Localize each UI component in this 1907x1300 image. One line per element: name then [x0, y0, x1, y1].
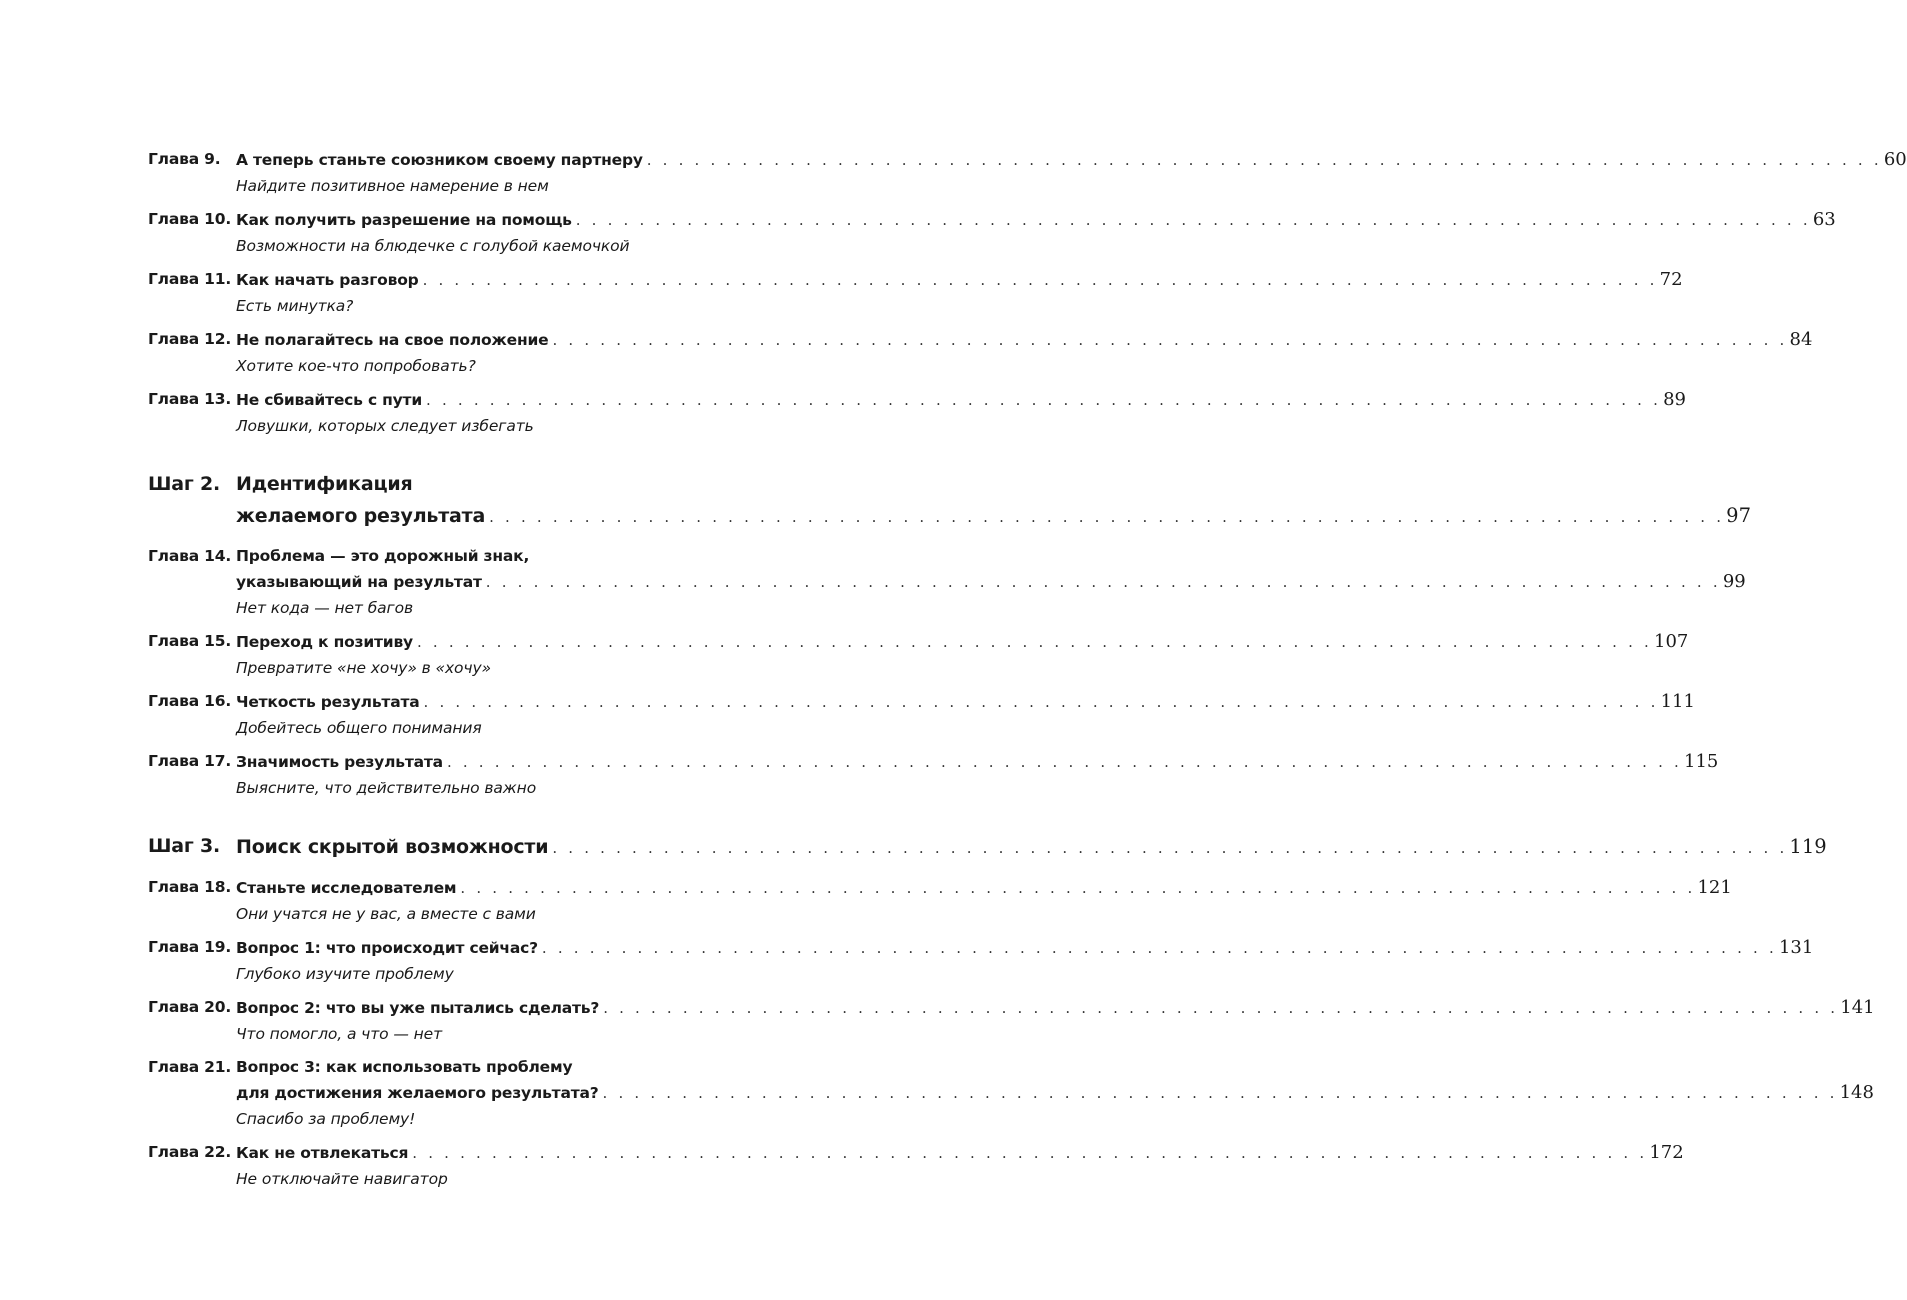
entry-title: А теперь станьте союзником своему партнеру — [236, 151, 643, 169]
entry-title: Станьте исследователем — [236, 879, 457, 897]
entry-title: Значимость результата — [236, 753, 443, 771]
toc-step-entry — [148, 469, 1751, 532]
page-number: 131 — [1778, 937, 1814, 958]
chapter-label: Глава 18. — [148, 878, 232, 896]
entry-subtitle: Ловушки, которых следует избегать — [236, 417, 534, 435]
chapter-label: Глава 11. — [148, 270, 232, 288]
entry-title: указывающий на результат — [236, 573, 482, 591]
page-number: 60 — [1883, 149, 1907, 170]
entry-subtitle: Они учатся не у вас, а вместе с вами — [236, 905, 536, 923]
entry-content — [236, 469, 1751, 532]
entry-title-line — [236, 1080, 1874, 1106]
chapter-label: Глава 9. — [148, 150, 221, 168]
entry-content — [236, 689, 1695, 741]
entry-title: Идентификация — [236, 473, 413, 495]
toc-chapter-entry — [148, 387, 1686, 439]
step-label: Шаг 2. — [148, 473, 221, 495]
page-number: 148 — [1839, 1082, 1874, 1103]
entry-title: Не полагайтесь на свое положение — [236, 331, 549, 349]
page-number: 119 — [1789, 835, 1827, 858]
entry-title-line — [236, 831, 1827, 863]
dot-leader: . . . . . . . . . . . . . . . . . . . . . . . . . . . . . . . . . . . . . . . . . . . . . . . . . . . . . . . . . . . . . . . . . . . . . . . . . . . . . . — [646, 151, 1882, 169]
page-number: 172 — [1649, 1142, 1684, 1163]
toc-chapter-entry — [148, 629, 1689, 681]
entry-content — [236, 207, 1836, 259]
entry-subtitle: Хотите кое-что попробовать? — [236, 357, 476, 375]
chapter-label: Глава 12. — [148, 330, 232, 348]
page-number: 63 — [1812, 209, 1836, 230]
entry-title-line — [236, 327, 1813, 353]
page-number: 84 — [1789, 329, 1813, 350]
entry-content — [236, 267, 1683, 319]
toc-chapter-entry — [148, 1140, 1684, 1192]
entry-content — [236, 749, 1719, 801]
dot-leader: . . . . . . . . . . . . . . . . . . . . . . . . . . . . . . . . . . . . . . . . . . . . . . . . . . . . . . . . . . . . . . . . . . . . . . . . . . . . . . — [460, 879, 1696, 897]
toc-chapter-entry — [148, 749, 1719, 801]
toc-chapter-entry — [148, 267, 1683, 319]
entry-subtitle: Глубоко изучите проблему — [236, 965, 454, 983]
entry-title-line — [236, 749, 1719, 775]
entry-content — [236, 1055, 1874, 1132]
entry-title: для достижения желаемого результата? — [236, 1084, 599, 1102]
toc-chapter-entry — [148, 875, 1732, 927]
entry-title: Переход к позитиву — [236, 633, 413, 651]
toc-chapter-entry — [148, 327, 1813, 379]
chapter-label: Глава 16. — [148, 692, 232, 710]
page-number: 89 — [1663, 389, 1686, 410]
entry-title-line — [236, 1055, 745, 1080]
entry-title: Как получить разрешение на помощь — [236, 211, 572, 229]
page-number: 97 — [1726, 504, 1751, 527]
dot-leader: . . . . . . . . . . . . . . . . . . . . . . . . . . . . . . . . . . . . . . . . . . . . . . . . . . . . . . . . . . . . . . . . . . . . . . . . . . . . . . — [423, 693, 1659, 711]
toc-chapter-entry — [148, 147, 1907, 199]
entry-title-line — [236, 267, 1683, 293]
chapter-label: Глава 22. — [148, 1143, 232, 1161]
entry-title-line — [236, 569, 1746, 595]
chapter-label: Глава 10. — [148, 210, 232, 228]
entry-title: Поиск скрытой возможности — [236, 836, 549, 858]
toc-step-entry — [148, 831, 1827, 863]
entry-title-line — [236, 500, 1751, 532]
page-number: 99 — [1722, 571, 1746, 592]
entry-content — [236, 1140, 1684, 1192]
step-label: Шаг 3. — [148, 835, 221, 857]
entry-title-line — [236, 147, 1907, 173]
dot-leader: . . . . . . . . . . . . . . . . . . . . . . . . . . . . . . . . . . . . . . . . . . . . . . . . . . . . . . . . . . . . . . . . . . . . . . . . . . . . . . — [603, 999, 1839, 1017]
chapter-label: Глава 19. — [148, 938, 232, 956]
entry-title-line — [236, 1140, 1684, 1166]
toc-chapter-entry — [148, 935, 1814, 987]
page-number: 121 — [1697, 877, 1732, 898]
chapter-label: Глава 21. — [148, 1058, 232, 1076]
entry-subtitle: Есть минутка? — [236, 297, 354, 315]
entry-content — [236, 327, 1813, 379]
entry-content — [236, 831, 1827, 863]
dot-leader: . . . . . . . . . . . . . . . . . . . . . . . . . . . . . . . . . . . . . . . . . . . . . . . . . . . . . . . . . . . . . . . . . . . . . . . . . . . . . . — [426, 391, 1662, 409]
entry-subtitle: Превратите «не хочу» в «хочу» — [236, 659, 492, 677]
entry-subtitle: Возможности на блюдечке с голубой каемочкой — [236, 237, 630, 255]
chapter-label: Глава 20. — [148, 998, 232, 1016]
dot-leader: . . . . . . . . . . . . . . . . . . . . . . . . . . . . . . . . . . . . . . . . . . . . . . . . . . . . . . . . . . . . . . . . . . . . . . . . . . . . . . — [552, 839, 1788, 857]
entry-title: Вопрос 2: что вы уже пытались сделать? — [236, 999, 600, 1017]
dot-leader: . . . . . . . . . . . . . . . . . . . . . . . . . . . . . . . . . . . . . . . . . . . . . . . . . . . . . . . . . . . . . . . . . . . . . . . . . . . . . . — [412, 1144, 1648, 1162]
chapter-label: Глава 17. — [148, 752, 232, 770]
dot-leader: . . . . . . . . . . . . . . . . . . . . . . . . . . . . . . . . . . . . . . . . . . . . . . . . . . . . . . . . . . . . . . . . . . . . . . . . . . . . . . — [552, 331, 1788, 349]
entry-title-line — [236, 935, 1814, 961]
toc-chapter-entry — [148, 544, 1746, 621]
table-of-contents — [148, 147, 1907, 1200]
entry-subtitle: Нет кода — нет багов — [236, 599, 414, 617]
page-number: 107 — [1654, 631, 1689, 652]
dot-leader: . . . . . . . . . . . . . . . . . . . . . . . . . . . . . . . . . . . . . . . . . . . . . . . . . . . . . . . . . . . . . . . . . . . . . . . . . . . . . . — [416, 633, 1653, 651]
page-number: 141 — [1840, 997, 1875, 1018]
entry-title: Как не отвлекаться — [236, 1144, 409, 1162]
entry-content — [236, 147, 1907, 199]
entry-title-line — [236, 469, 745, 500]
entry-subtitle: Найдите позитивное намерение в нем — [236, 177, 549, 195]
dot-leader: . . . . . . . . . . . . . . . . . . . . . . . . . . . . . . . . . . . . . . . . . . . . . . . . . . . . . . . . . . . . . . . . . . . . . . . . . . . . . . — [602, 1084, 1838, 1102]
dot-leader: . . . . . . . . . . . . . . . . . . . . . . . . . . . . . . . . . . . . . . . . . . . . . . . . . . . . . . . . . . . . . . . . . . . . . . . . . . . . . . — [485, 573, 1721, 591]
entry-title-line — [236, 689, 1695, 715]
entry-content — [236, 387, 1686, 439]
toc-chapter-entry — [148, 689, 1695, 741]
chapter-label: Глава 13. — [148, 390, 232, 408]
toc-chapter-entry — [148, 1055, 1874, 1132]
toc-chapter-entry — [148, 995, 1875, 1047]
page-number: 115 — [1684, 751, 1719, 772]
dot-leader: . . . . . . . . . . . . . . . . . . . . . . . . . . . . . . . . . . . . . . . . . . . . . . . . . . . . . . . . . . . . . . . . . . . . . . . . . . . . . . — [575, 211, 1811, 229]
entry-title-line — [236, 875, 1732, 901]
entry-content — [236, 544, 1746, 621]
entry-subtitle: Не отключайте навигатор — [236, 1170, 448, 1188]
entry-title-line — [236, 629, 1689, 655]
entry-content — [236, 629, 1689, 681]
entry-subtitle: Выясните, что действительно важно — [236, 779, 537, 797]
dot-leader: . . . . . . . . . . . . . . . . . . . . . . . . . . . . . . . . . . . . . . . . . . . . . . . . . . . . . . . . . . . . . . . . . . . . . . . . . . . . . . — [446, 753, 1682, 771]
entry-title: Как начать разговор — [236, 271, 419, 289]
entry-content — [236, 995, 1875, 1047]
page-number: 72 — [1659, 269, 1683, 290]
entry-title: Четкость результата — [236, 693, 420, 711]
entry-content — [236, 935, 1814, 987]
entry-title-line — [236, 995, 1875, 1021]
entry-title: Не сбивайтесь с пути — [236, 391, 423, 409]
entry-title: Вопрос 1: что происходит сейчас? — [236, 939, 538, 957]
entry-subtitle: Спасибо за проблему! — [236, 1110, 416, 1128]
entry-title-line — [236, 207, 1836, 233]
toc-chapter-entry — [148, 207, 1836, 259]
chapter-label: Глава 15. — [148, 632, 232, 650]
entry-title-line — [236, 544, 745, 569]
entry-content — [236, 875, 1732, 927]
chapter-label: Глава 14. — [148, 547, 232, 565]
entry-title: желаемого результата — [236, 505, 486, 527]
entry-subtitle: Что помогло, а что — нет — [236, 1025, 442, 1043]
entry-title: Проблема — это дорожный знак, — [236, 547, 530, 565]
dot-leader: . . . . . . . . . . . . . . . . . . . . . . . . . . . . . . . . . . . . . . . . . . . . . . . . . . . . . . . . . . . . . . . . . . . . . . . . . . . . . . — [489, 508, 1725, 526]
dot-leader: . . . . . . . . . . . . . . . . . . . . . . . . . . . . . . . . . . . . . . . . . . . . . . . . . . . . . . . . . . . . . . . . . . . . . . . . . . . . . . — [422, 271, 1658, 289]
entry-subtitle: Добейтесь общего понимания — [236, 719, 482, 737]
entry-title-line — [236, 387, 1686, 413]
entry-title: Вопрос 3: как использовать проблему — [236, 1058, 573, 1076]
dot-leader: . . . . . . . . . . . . . . . . . . . . . . . . . . . . . . . . . . . . . . . . . . . . . . . . . . . . . . . . . . . . . . . . . . . . . . . . . . . . . . — [541, 939, 1777, 957]
page-number: 111 — [1660, 691, 1695, 712]
